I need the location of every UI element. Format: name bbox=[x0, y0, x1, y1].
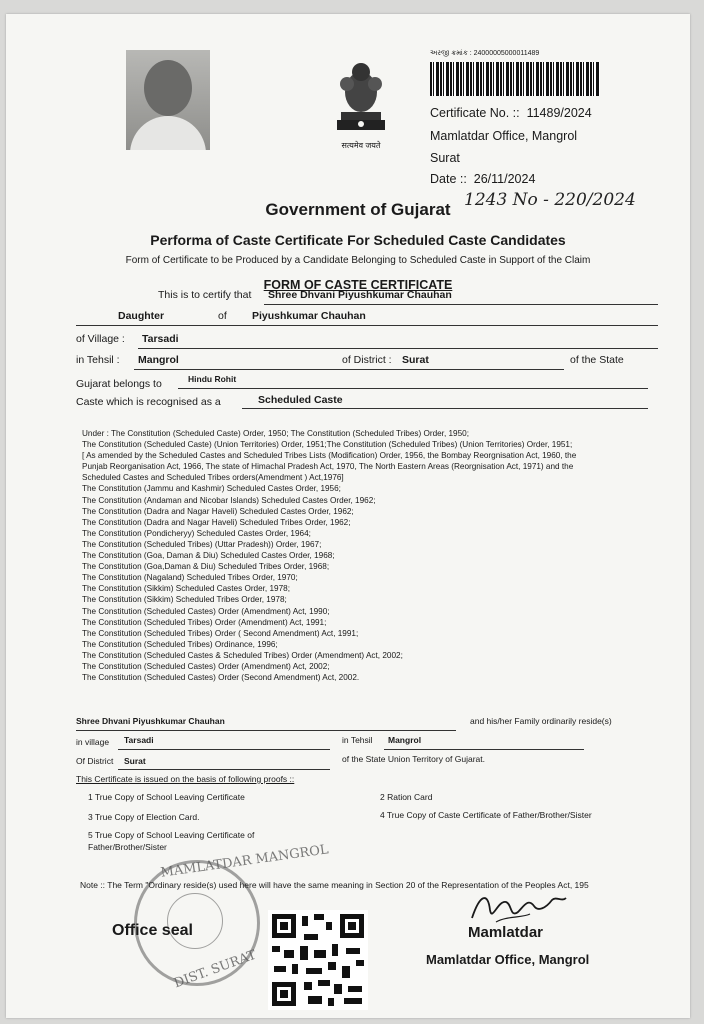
act-line: The Constitution (Goa,Daman & Diu) Scheduled Tribes Order, 1968; bbox=[82, 562, 330, 572]
of-label: of bbox=[218, 310, 227, 322]
applicant-photo bbox=[126, 50, 210, 150]
acts-list bbox=[82, 428, 642, 683]
territory-text: of the State Union Territory of Gujarat. bbox=[342, 754, 485, 764]
proof-item: 3 True Copy of Election Card. bbox=[88, 812, 200, 822]
family-label: and his/her Family ordinarily reside(s) bbox=[470, 716, 612, 726]
tehsil-label: in Tehsil : bbox=[76, 354, 120, 366]
certificate-subtitle: Form of Certificate to be Produced by a Candidate Belonging to Scheduled Caste in Support of the Claim bbox=[125, 255, 591, 266]
act-line: The Constitution (Dadra and Nagar Haveli) Scheduled Castes Order, 1962; bbox=[82, 506, 354, 516]
act-line: The Constitution (Scheduled Castes) Order (Amendment) Act, 1990; bbox=[82, 606, 330, 616]
proof-item: 4 True Copy of Caste Certificate of Father/Brother/Sister bbox=[380, 810, 592, 820]
act-line: The Constitution (Scheduled Castes & Scheduled Tribes) Order (Amendment) Act, 2002; bbox=[82, 650, 403, 660]
res-district-label: Of District bbox=[76, 756, 114, 766]
certificate-page bbox=[6, 14, 690, 1018]
qr-code bbox=[268, 910, 368, 1010]
district-label: of District : bbox=[342, 354, 392, 366]
res-tehsil-value: Mangrol bbox=[388, 735, 422, 745]
res-village-label: in village bbox=[76, 737, 110, 747]
act-line: The Constitution (Scheduled Castes) Order (Amendment) Act, 2002; bbox=[82, 661, 330, 671]
certificate-number: Certificate No. :: 11489/2024 bbox=[430, 106, 592, 120]
underline bbox=[138, 348, 658, 349]
relation: Daughter bbox=[118, 310, 165, 322]
proof-item: Father/Brother/Sister bbox=[88, 842, 167, 852]
category-value: Scheduled Caste bbox=[258, 394, 343, 406]
res-tehsil-label: in Tehsil bbox=[342, 735, 373, 745]
underline bbox=[134, 369, 564, 370]
underline bbox=[118, 769, 330, 770]
act-line: The Constitution (Scheduled Tribes) (Uttar Pradesh)) Order, 1967; bbox=[82, 539, 322, 549]
village-value: Tarsadi bbox=[142, 333, 179, 345]
district-value: Surat bbox=[402, 354, 429, 366]
underline bbox=[178, 388, 648, 389]
tehsil-value: Mangrol bbox=[138, 354, 179, 366]
act-line: [ As amended by the Scheduled Castes and Scheduled Tribes Lists (Modification) Order, 1956, the Bombay Reorgnisation Act, 1960, the bbox=[82, 451, 577, 461]
recognised-label: Caste which is recognised as a bbox=[76, 396, 221, 408]
barcode bbox=[430, 62, 600, 96]
state-label: of the State bbox=[570, 354, 624, 366]
underline bbox=[76, 325, 658, 326]
office-seal-label: Office seal bbox=[112, 922, 193, 939]
handwritten-number: 1243 No - 220/2024 bbox=[464, 190, 636, 210]
signatory-office: Mamlatdar Office, Mangrol bbox=[426, 952, 590, 967]
issuing-city: Surat bbox=[430, 151, 460, 165]
village-label: of Village : bbox=[76, 333, 125, 345]
national-emblem-icon bbox=[331, 58, 391, 138]
parent-name: Piyushkumar Chauhan bbox=[252, 310, 366, 322]
act-line: The Constitution (Scheduled Caste) (Union Territories) Order, 1951;The Constitution (Scheduled Tribes) (Union Territories) Order, 1951; bbox=[82, 440, 573, 450]
proof-item: 1 True Copy of School Leaving Certificate bbox=[88, 792, 245, 802]
underline bbox=[264, 304, 658, 305]
candidate-name: Shree Dhvani Piyushkumar Chauhan bbox=[268, 289, 452, 301]
footer-note: Note :: The Term "Ordinary reside(s) used here will have the same meaning in Section 20 of the Representation of the Peoples Act, 195 bbox=[80, 880, 589, 890]
issue-date: Date :: 26/11/2024 bbox=[430, 172, 536, 186]
res-village-value: Tarsadi bbox=[124, 735, 154, 745]
issuing-office: Mamlatdar Office, Mangrol bbox=[430, 129, 578, 143]
act-line: The Constitution (Nagaland) Scheduled Tribes Order, 1970; bbox=[82, 573, 298, 583]
underline bbox=[118, 749, 330, 750]
act-line: The Constitution (Scheduled Tribes) Ordinance, 1996; bbox=[82, 639, 278, 649]
motto-text: सत्यमेव जयते bbox=[341, 141, 381, 150]
belongs-label: Gujarat belongs to bbox=[76, 378, 162, 390]
act-line: The Constitution (Scheduled Tribes) Order (Amendment) Act, 1991; bbox=[82, 617, 327, 627]
government-title: Government of Gujarat bbox=[265, 200, 451, 219]
proof-item: 5 True Copy of School Leaving Certificate of bbox=[88, 830, 255, 840]
proofs-heading: This Certificate is issued on the basis of following proofs :: bbox=[76, 774, 295, 784]
act-line: The Constitution (Goa, Daman & Diu) Scheduled Castes Order, 1968; bbox=[82, 551, 335, 561]
underline bbox=[384, 749, 584, 750]
signatory-title: Mamlatdar bbox=[468, 924, 544, 941]
act-line: The Constitution (Pondicheryy) Scheduled Castes Order, 1964; bbox=[82, 528, 311, 538]
signature-icon bbox=[466, 888, 576, 928]
act-line: The Constitution (Sikkim) Scheduled Tribes Order, 1978; bbox=[82, 595, 287, 605]
act-line: Punjab Reorganisation Act, 1966, The state of Himachal Pradesh Act, 1970, The North Eastern Areas (Reorgnisation Act, 1971) and the bbox=[82, 462, 574, 472]
act-line: The Constitution (Sikkim) Scheduled Castes Order, 1978; bbox=[82, 584, 290, 594]
act-line: Under : The Constitution (Scheduled Caste) Order, 1950; The Constitution (Scheduled Tribes) Order, 1950; bbox=[82, 429, 469, 438]
underline bbox=[242, 408, 648, 409]
barcode-number: અરજી ક્રમાંક : 24000005000011489 bbox=[430, 50, 540, 57]
residence-name: Shree Dhvani Piyushkumar Chauhan bbox=[76, 716, 225, 726]
act-line: The Constitution (Scheduled Tribes) Order ( Second Amendment) Act, 1991; bbox=[82, 628, 359, 638]
proof-item: 2 Ration Card bbox=[380, 792, 433, 802]
certify-label: This is to certify that bbox=[158, 289, 252, 301]
performa-title: Performa of Caste Certificate For Scheduled Caste Candidates bbox=[150, 232, 566, 248]
stamp-top-text: MAMLATDAR MANGROL bbox=[159, 842, 330, 881]
act-line: The Constitution (Scheduled Castes) Order (Second Amendment) Act, 2002. bbox=[82, 673, 360, 683]
caste-value: Hindu Rohit bbox=[188, 374, 237, 384]
act-line: The Constitution (Dadra and Nagar Haveli) Scheduled Tribes Order, 1962; bbox=[82, 517, 351, 527]
act-line: The Constitution (Andaman and Nicobar Islands) Scheduled Castes Order, 1962; bbox=[82, 495, 376, 505]
res-district-value: Surat bbox=[124, 756, 146, 766]
act-line: Scheduled Castes and Scheduled Tribes orders(Amendment ) Act,1976] bbox=[82, 473, 344, 483]
form-heading: FORM OF CASTE CERTIFICATE bbox=[263, 278, 453, 292]
underline bbox=[76, 730, 456, 731]
stamp-bottom-text: DIST. SURAT bbox=[172, 947, 259, 992]
act-line: The Constitution (Jammu and Kashmir) Scheduled Castes Order, 1956; bbox=[82, 484, 341, 494]
